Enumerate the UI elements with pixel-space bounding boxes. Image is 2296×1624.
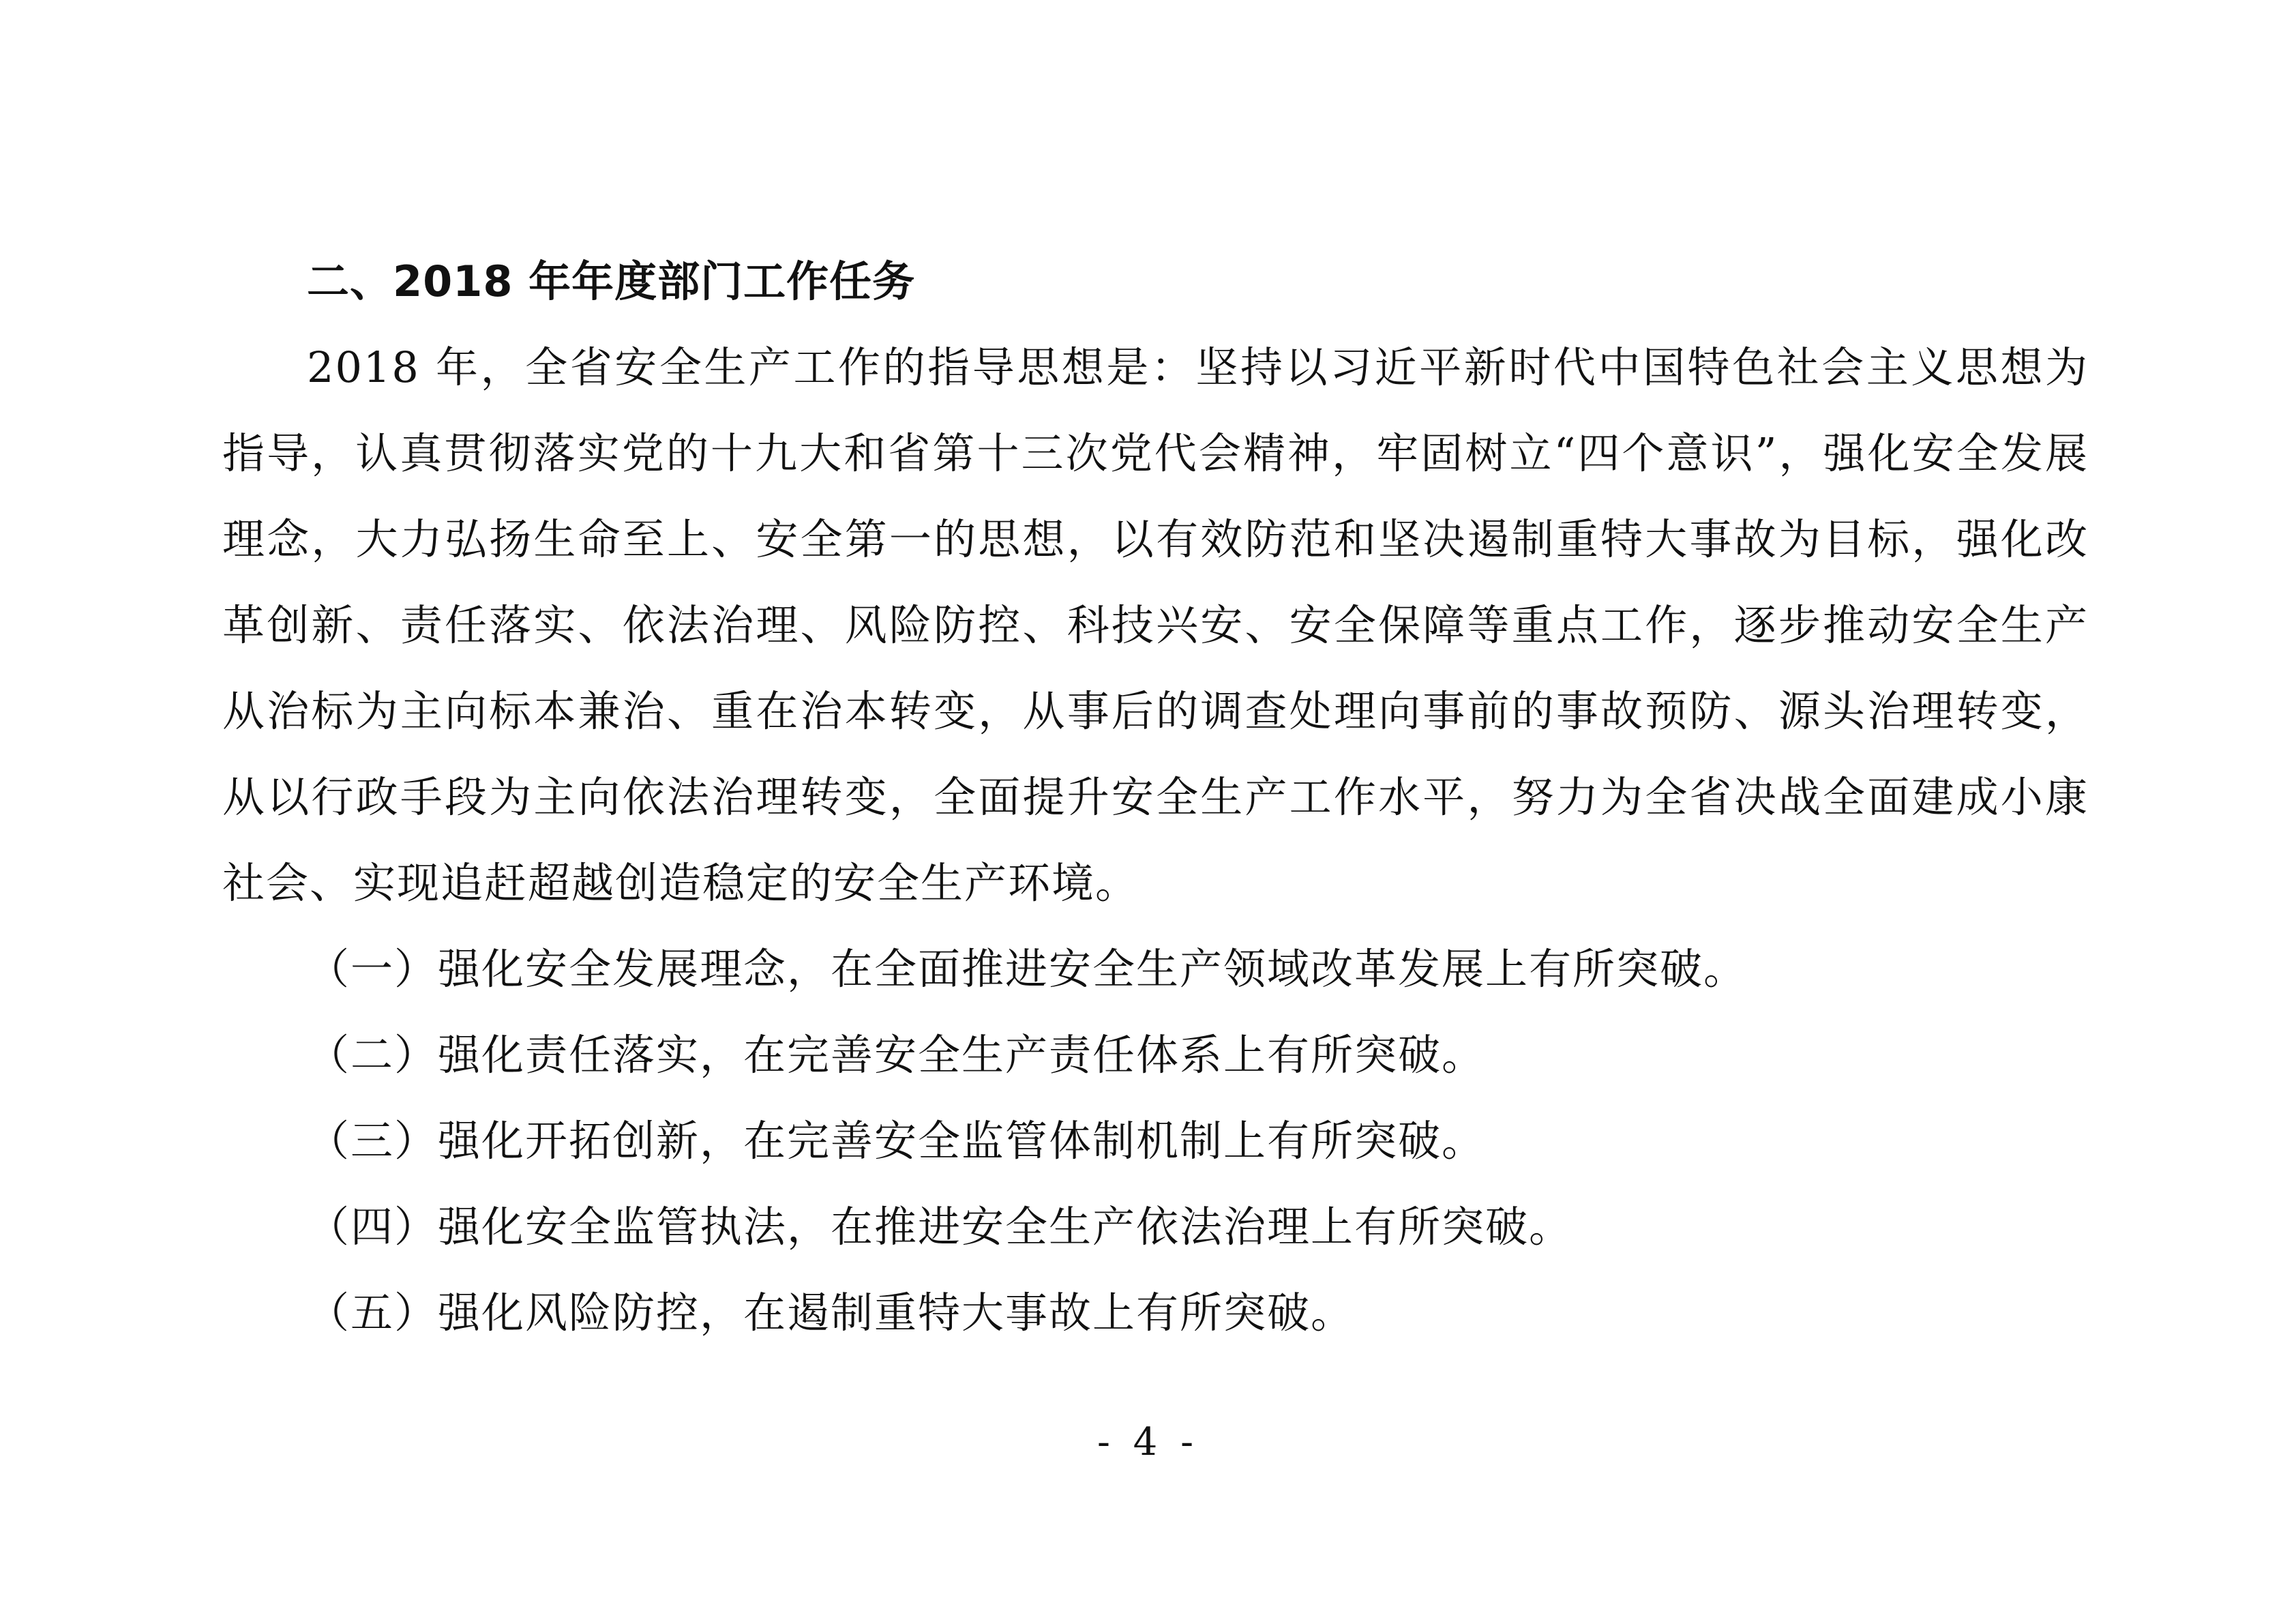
task-item-3: （三）强化开拓创新，在完善安全监管体制机制上有所突破。 bbox=[307, 1116, 1486, 1166]
task-list bbox=[222, 926, 2089, 1356]
task-item-2: （二）强化责任落实，在完善安全生产责任体系上有所突破。 bbox=[307, 1030, 1486, 1080]
guiding-principle-paragraph: 2018 年，全省安全生产工作的指导思想是：坚持以习近平新时代中国特色社会主义思想为指导，认真贯彻落实党的十九大和省第十三次党代会精神，牢固树立“四个意识”，强化安全发展理念，大力弘扬生命至上、安全第一的思想，以有效防范和坚决遏制重特大事故为目标，强化改革创新、责任落实、依法治理、风险防控、科技兴安、安全保障等重点工作，逐步推动安全生产从治标为主向标本兼治、重在治本转变，从事后的调查处理向事前的事故预防、源头治理转变，从以行政手段为主向依法治理转变，全面提升安全生产工作水平，努力为全省决战全面建成小康社会、实现追赶超越创造稳定的安全生产环境。 bbox=[222, 342, 2089, 908]
task-item-4: （四）强化安全监管执法，在推进安全生产依法治理上有所突破。 bbox=[307, 1202, 1573, 1252]
page-content bbox=[222, 239, 2089, 1356]
page-number: - 4 - bbox=[1097, 1420, 1199, 1464]
task-item-5: （五）强化风险防控，在遏制重特大事故上有所突破。 bbox=[307, 1288, 1355, 1338]
task-item-1: （一）强化安全发展理念，在全面推进安全生产领域改革发展上有所突破。 bbox=[307, 944, 1748, 994]
section-heading: 二、2018 年年度部门工作任务 bbox=[307, 256, 916, 306]
